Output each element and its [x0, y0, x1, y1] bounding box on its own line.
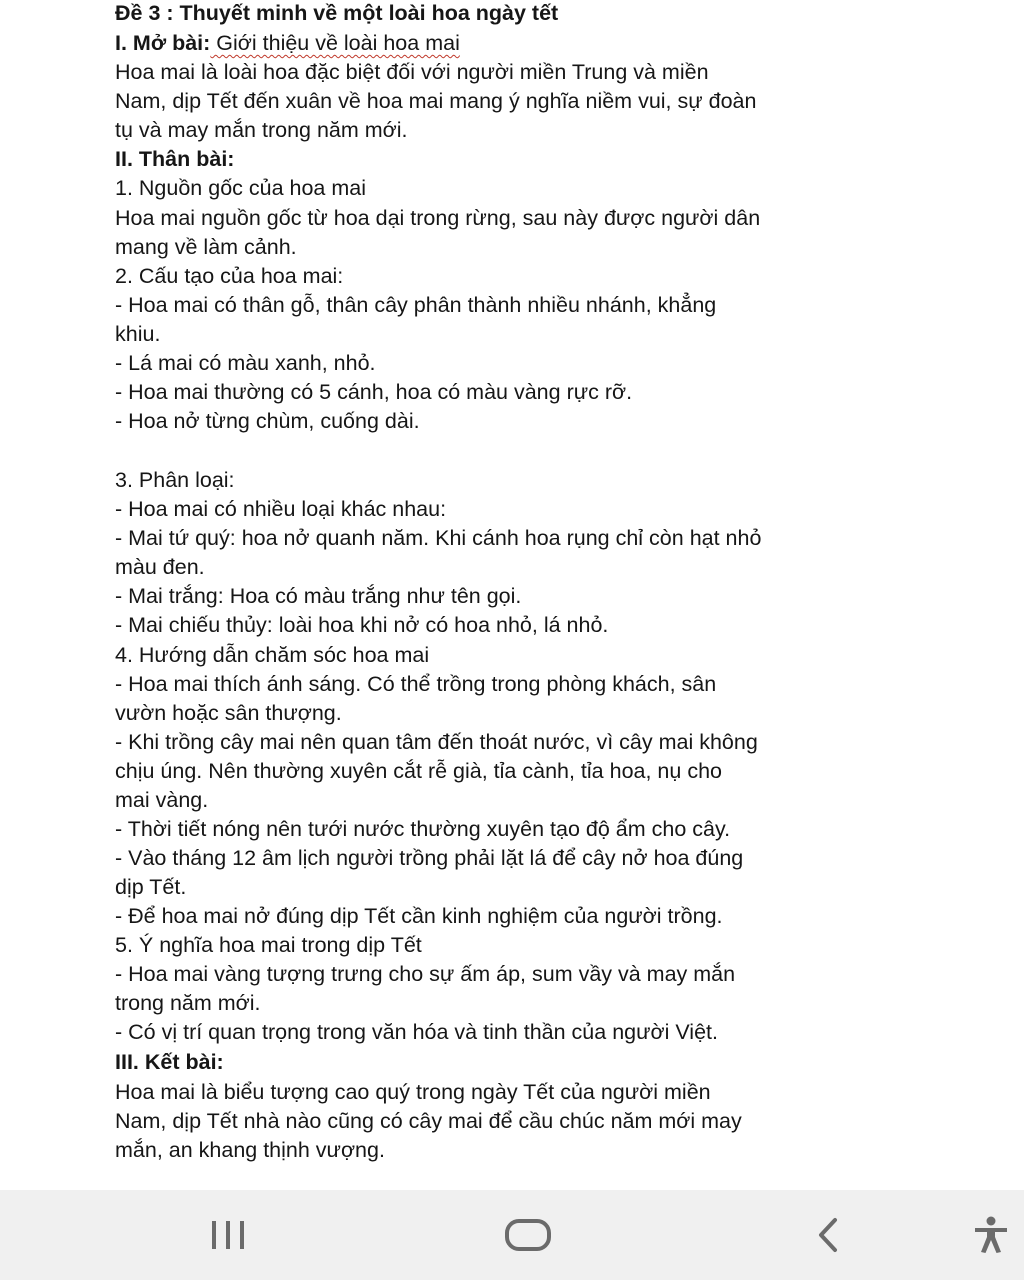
body-line: 1. Nguồn gốc của hoa mai	[115, 176, 366, 200]
body-line: - Mai tứ quý: hoa nở quanh năm. Khi cánh hoa rụng chỉ còn hạt nhỏ	[115, 526, 762, 550]
body-line: chịu úng. Nên thường xuyên cắt rễ già, tỉa cành, tỉa hoa, nụ cho	[115, 759, 722, 783]
intro-line: tụ và may mắn trong năm mới.	[115, 118, 408, 142]
body-line: vườn hoặc sân thượng.	[115, 701, 342, 725]
recent-apps-button[interactable]	[188, 1190, 268, 1280]
body-line: - Vào tháng 12 âm lịch người trồng phải lặt lá để cây nở hoa đúng	[115, 846, 744, 870]
body-line: - Có vị trí quan trọng trong văn hóa và tinh thần của người Việt.	[115, 1020, 718, 1044]
back-icon	[813, 1216, 843, 1254]
body-line: - Khi trồng cây mai nên quan tâm đến thoát nước, vì cây mai không	[115, 730, 758, 754]
body-line: 2. Cấu tạo của hoa mai:	[115, 264, 344, 288]
body-line: - Hoa mai có thân gỗ, thân cây phân thành nhiều nhánh, khẳng	[115, 293, 717, 317]
home-button[interactable]	[488, 1190, 568, 1280]
body-line: - Hoa mai thích ánh sáng. Có thể trồng trong phòng khách, sân	[115, 672, 717, 696]
body-line: - Hoa mai có nhiều loại khác nhau:	[115, 497, 447, 521]
intro-heading: I. Mở bài:	[115, 31, 211, 55]
body-line: 3. Phân loại:	[115, 468, 235, 492]
accessibility-icon	[971, 1215, 1011, 1255]
body-line: - Hoa nở từng chùm, cuống dài.	[115, 409, 420, 433]
body-line: - Mai chiếu thủy: loài hoa khi nở có hoa nhỏ, lá nhỏ.	[115, 613, 609, 637]
body-line: - Hoa mai thường có 5 cánh, hoa có màu vàng rực rỡ.	[115, 380, 633, 404]
page-title: Đề 3 : Thuyết minh về một loài hoa ngày tết	[115, 1, 559, 25]
body-line: dịp Tết.	[115, 875, 187, 899]
intro-line: Hoa mai là loài hoa đặc biệt đối với người miền Trung và miền	[115, 60, 709, 84]
body-line: - Mai trắng: Hoa có màu trắng như tên gọi.	[115, 584, 522, 608]
body-line: mai vàng.	[115, 788, 209, 812]
body-line: - Để hoa mai nở đúng dịp Tết cần kinh nghiệm của người trồng.	[115, 904, 723, 928]
back-button[interactable]	[788, 1190, 868, 1280]
body-line: - Lá mai có màu xanh, nhỏ.	[115, 351, 376, 375]
body-line: - Thời tiết nóng nên tưới nước thường xuyên tạo độ ẩm cho cây.	[115, 817, 731, 841]
conclusion-line: Hoa mai là biểu tượng cao quý trong ngày Tết của người miền	[115, 1080, 711, 1104]
intro-heading-line	[115, 33, 460, 55]
body-line: màu đen.	[115, 555, 205, 579]
accessibility-button[interactable]	[958, 1190, 1024, 1280]
body-line: Hoa mai nguồn gốc từ hoa dại trong rừng, sau này được người dân	[115, 206, 761, 230]
intro-heading-note: Giới thiệu về loài hoa mai	[210, 31, 460, 55]
conclusion-line: mắn, an khang thịnh vượng.	[115, 1138, 385, 1162]
conclusion-line: Nam, dịp Tết nhà nào cũng có cây mai để cầu chúc năm mới may	[115, 1109, 742, 1133]
home-icon	[503, 1217, 553, 1253]
body-line: trong năm mới.	[115, 991, 261, 1015]
conclusion-heading: III. Kết bài:	[115, 1050, 224, 1074]
body-line: 5. Ý nghĩa hoa mai trong dịp Tết	[115, 933, 422, 957]
body-line: mang về làm cảnh.	[115, 235, 297, 259]
body-line: 4. Hướng dẫn chăm sóc hoa mai	[115, 643, 430, 667]
body-line: khiu.	[115, 322, 161, 346]
intro-line: Nam, dịp Tết đến xuân về hoa mai mang ý nghĩa niềm vui, sự đoàn	[115, 89, 757, 113]
body-heading: II. Thân bài:	[115, 147, 235, 171]
navigation-bar	[0, 1190, 1024, 1280]
body-line: - Hoa mai vàng tượng trưng cho sự ấm áp, sum vầy và may mắn	[115, 962, 736, 986]
recent-apps-icon	[207, 1219, 249, 1251]
